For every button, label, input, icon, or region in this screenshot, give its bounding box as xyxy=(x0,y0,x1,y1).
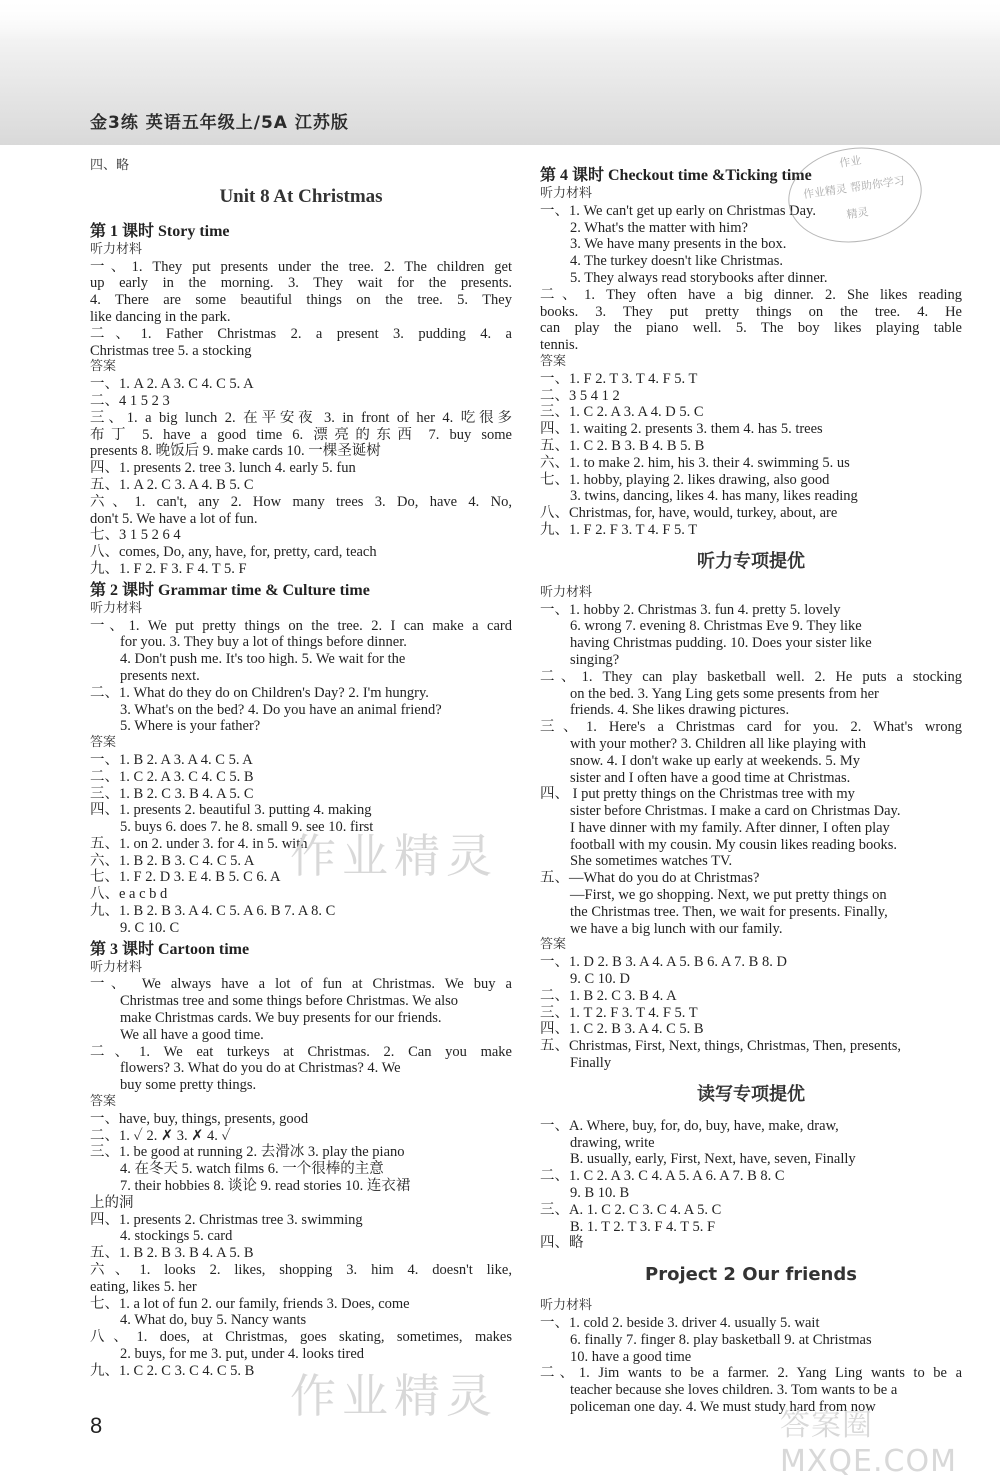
answer-line: 五、—What do you do at Christmas? xyxy=(540,870,760,887)
answer-line: 2. buys, for me 3. put, under 4. looks tired xyxy=(120,1346,365,1362)
answer-line: 一、A. Where, buy, for, do, buy, have, make, draw, xyxy=(540,1117,839,1134)
answer-line: Finally xyxy=(570,1055,612,1072)
answer-line: 6. wrong 7. evening 8. Christmas Eve 9. They like xyxy=(570,618,862,635)
watermark-corner: 答案圈 MXQE.COM xyxy=(780,1408,957,1479)
answer-line: B. usually, early, First, Next, have, seven, Finally xyxy=(570,1151,856,1168)
section-label: 听力材料 xyxy=(540,186,593,201)
answer-line: policeman one day. 4. We must study hard from now xyxy=(570,1399,876,1415)
answer-line: 三、A. 1. C 2. C 3. C 4. A 5. C xyxy=(540,1201,722,1218)
answer-line: 二、1. They can play basketball well. 2. He puts a stocking xyxy=(540,668,962,685)
lesson-title: 第 4 课时 Checkout time &Ticking time xyxy=(540,167,812,184)
lesson-title: 第 2 课时 Grammar time & Culture time xyxy=(90,581,370,599)
answer-line: 二、3 5 4 1 2 xyxy=(540,387,620,404)
answer-line: don't 5. We have a lot of fun. xyxy=(90,510,258,527)
answer-line: 一、1. A 2. A 3. C 4. C 5. A xyxy=(90,376,254,393)
answer-line: 八、comes, Do, any, have, for, pretty, card, teach xyxy=(90,544,377,561)
answer-line: 4. 在冬天 5. watch films 6. 一个很棒的主意 xyxy=(120,1161,384,1178)
answer-line: can play the piano well. 5. The boy likes playing table xyxy=(540,320,962,337)
answer-line: 二、1. We eat turkeys at Christmas. 2. Can you make xyxy=(90,1043,512,1060)
answer-line: 三、1. T 2. F 3. T 4. F 5. T xyxy=(540,1004,698,1021)
answer-line: 九、1. F 2. F 3. T 4. F 5. T xyxy=(540,521,698,538)
answer-line: football with my cousin. My cousin likes reading books. xyxy=(570,836,898,853)
answer-line: 二、1. They often have a big dinner. 2. She likes reading xyxy=(540,286,962,303)
answer-line: 一、1. They put presents under the tree. 2. The children get xyxy=(90,258,512,275)
left-column xyxy=(90,158,512,1380)
answer-line: 四、 I put pretty things on the Christmas tree with my xyxy=(540,786,855,803)
answer-line: presents next. xyxy=(120,667,200,684)
answer-line: 一、1. hobby 2. Christmas 3. fun 4. pretty 5. lovely xyxy=(540,601,841,618)
answer-line: like dancing in the park. xyxy=(90,308,231,325)
answer-line: 九、1. B 2. B 3. A 4. C 5. A 6. B 7. A 8. C xyxy=(90,903,336,920)
answer-line: 四、1. presents 2. tree 3. lunch 4. early 5. fun xyxy=(90,460,356,477)
answer-line: 七、1. F 2. D 3. E 4. B 5. C 6. A xyxy=(90,869,281,886)
section-label: 听力材料 xyxy=(90,959,143,975)
answer-line: 一、have, buy, things, presents, good xyxy=(90,1110,309,1127)
answer-line: 布丁 5. have a good time 6. 漂亮的东西 7. buy some xyxy=(90,426,512,443)
answer-line: 四、1. C 2. B 3. A 4. C 5. B xyxy=(540,1021,704,1038)
answer-line: 5. Where is your father? xyxy=(120,718,261,735)
answer-line: books. 3. They put pretty things on the tree. 4. He xyxy=(540,303,962,320)
answer-line: 七、1. a lot of fun 2. our family, friends 3. Does, come xyxy=(90,1295,410,1312)
answer-line: 一、1. D 2. B 3. A 4. A 5. B 6. A 7. B 8. D xyxy=(540,954,787,971)
answer-line: 三、1. Here's a Christmas card for you. 2. What's wrong xyxy=(540,719,962,736)
answer-line: 一、1. We can't get up early on Christmas Day. xyxy=(540,202,816,219)
answer-line: 三、1. B 2. C 3. B 4. A 5. C xyxy=(90,785,254,802)
answer-line: make Christmas cards. We buy presents for our friends. xyxy=(120,1010,442,1027)
answer-line: 4. Don't push me. It's too high. 5. We wait for the xyxy=(120,651,406,668)
answer-line: 一、1. We put pretty things on the tree. 2. I can make a card xyxy=(90,617,512,634)
section-label: 听力材料 xyxy=(540,584,593,600)
answer-line: 五、1. C 2. B 3. B 4. B 5. B xyxy=(540,437,705,454)
section-label: 答案 xyxy=(90,1094,117,1110)
answer-line: 四、1. presents 2. Christmas tree 3. swimming xyxy=(90,1211,363,1228)
answer-line: —First, we go shopping. Next, we put pretty things on xyxy=(570,887,887,904)
answer-line: up early in the morning. 3. They wait for the presents. xyxy=(90,275,512,292)
answer-line: 九、1. C 2. C 3. C 4. C 5. B xyxy=(90,1362,255,1379)
answer-line: snow. 4. I don't wake up early at weekends. 5. My xyxy=(570,752,860,769)
answer-line: 四、略 xyxy=(540,1235,584,1252)
answer-line: 三、1. be good at running 2. 去滑冰 3. play the piano xyxy=(90,1144,405,1161)
answer-line: 7. their hobbies 8. 谈论 9. read stories 10. 连衣裙 xyxy=(120,1178,411,1195)
answer-line: 5. buys 6. does 7. he 8. small 9. see 10. first xyxy=(120,819,374,836)
answer-line: singing? xyxy=(570,651,620,668)
answer-line: 九、1. F 2. F 3. F 4. T 5. F xyxy=(90,560,247,577)
answer-line: 四、1. waiting 2. presents 3. them 4. has 5. trees xyxy=(540,421,823,438)
answer-line: 五、1. on 2. under 3. for 4. in 5. with xyxy=(90,835,308,852)
answer-line: She sometimes watches TV. xyxy=(570,853,733,870)
answer-line: I have dinner with my family. After dinner, I often play xyxy=(570,819,890,836)
answer-line: B. 1. T 2. T 3. F 4. T 5. F xyxy=(570,1218,716,1235)
section-heading: 读写专项提优 xyxy=(697,1083,805,1105)
answer-line: 9. B 10. B xyxy=(570,1185,630,1202)
answer-line: 5. They always read storybooks after dinner. xyxy=(570,269,828,286)
right-column xyxy=(540,163,962,1416)
page-number: 8 xyxy=(90,1413,103,1438)
answer-line: 二、4 1 5 2 3 xyxy=(90,392,170,409)
answer-line: with your mother? 3. Children all like playing with xyxy=(570,735,866,752)
answer-line: sister before Christmas. I make a card on Christmas Day. xyxy=(570,803,901,820)
answer-line: 五、Christmas, First, Next, things, Christmas, Then, presents, xyxy=(540,1038,902,1055)
answer-line: 二、1. C 2. A 3. C 4. C 5. B xyxy=(90,768,254,785)
answer-line: 六、1. to make 2. him, his 3. their 4. swimming 5. us xyxy=(540,454,850,471)
answer-line: 二、1. Father Christmas 2. a present 3. pudding 4. a xyxy=(90,325,512,342)
answer-line: 3. twins, dancing, likes 4. has many, likes reading xyxy=(570,488,858,505)
answer-line: 七、1. hobby, playing 2. likes drawing, also good xyxy=(540,471,830,488)
answer-line: 二、1. B 2. C 3. B 4. A xyxy=(540,987,677,1004)
answer-line: 六、1. can't, any 2. How many trees 3. Do, have 4. No, xyxy=(90,493,512,510)
answer-line: 10. have a good time xyxy=(570,1348,692,1365)
answer-line: 3. What's on the bed? 4. Do you have an animal friend? xyxy=(120,701,442,718)
answer-line: drawing, write xyxy=(570,1134,655,1151)
answer-line: we have a big lunch with our family. xyxy=(570,920,783,937)
lesson-title: 第 1 课时 Story time xyxy=(90,222,230,240)
answer-line: friends. 4. She likes drawing pictures. xyxy=(570,702,790,719)
answer-line: 八、Christmas, for, have, would, turkey, about, are xyxy=(540,505,838,522)
answer-line: 二、1. ✓ 2. ✗ 3. ✗ 4. ✓ xyxy=(90,1127,231,1144)
section-label: 答案 xyxy=(540,937,567,953)
watermark-bottom: 作业精灵 xyxy=(290,1369,498,1423)
answer-line: 五、1. A 2. C 3. A 4. B 5. C xyxy=(90,476,254,493)
answer-line: 三、1. C 2. A 3. A 4. D 5. C xyxy=(540,404,704,421)
answer-line: 五、1. B 2. B 3. B 4. A 5. B xyxy=(90,1245,254,1262)
unit-heading: Unit 8 At Christmas xyxy=(219,185,383,207)
answer-line: 二、1. Jim wants to be a farmer. 2. Yang Ling wants to be a xyxy=(540,1365,962,1382)
section-label: 听力材料 xyxy=(90,241,143,257)
answer-line: 一、 We always have a lot of fun at Christmas. We buy a xyxy=(90,976,512,993)
answer-line: Christmas tree 5. a stocking xyxy=(90,342,252,359)
answer-line: buy some pretty things. xyxy=(120,1077,257,1094)
section-heading: Project 2 Our friends xyxy=(645,1264,857,1286)
section-label: 听力材料 xyxy=(540,1298,593,1314)
answer-line: 6. finally 7. finger 8. play basketball 9. at Christmas xyxy=(570,1331,872,1348)
answer-line: 二、1. C 2. A 3. C 4. A 5. A 6. A 7. B 8. C xyxy=(540,1168,785,1185)
answer-line: 4. What do, buy 5. Nancy wants xyxy=(120,1312,307,1329)
stamp-text-bottom: 精灵 xyxy=(845,205,870,222)
stamp-text-mid: 作业精灵 帮助你学习 xyxy=(802,174,906,202)
answer-line: 四、1. presents 2. beautiful 3. putting 4. making xyxy=(90,802,372,819)
answer-line: 一、1. F 2. T 3. T 4. F 5. T xyxy=(540,370,698,387)
lesson-title: 第 3 课时 Cartoon time xyxy=(90,940,250,958)
answer-line: 六、1. looks 2. likes, shopping 3. him 4. doesn't like, xyxy=(90,1262,512,1279)
answer-line: 六、1. B 2. B 3. C 4. C 5. A xyxy=(90,852,255,869)
section-label: 答案 xyxy=(90,735,117,751)
answer-line: 一、1. cold 2. beside 3. driver 4. usually 5. wait xyxy=(540,1315,820,1332)
answer-line: 八、1. does, at Christmas, goes skating, sometimes, makes xyxy=(90,1329,512,1346)
answer-line: We all have a good time. xyxy=(120,1026,264,1043)
answer-line: teacher because she loves children. 3. Tom wants to be a xyxy=(570,1382,898,1399)
answer-line: eating, likes 5. her xyxy=(90,1278,197,1295)
answer-line: 八、e a c b d xyxy=(90,886,168,903)
book-title: 金3练 英语五年级上/5A 江苏版 xyxy=(90,113,349,133)
answer-line: 上的洞 xyxy=(90,1194,134,1211)
section-heading: 听力专项提优 xyxy=(697,550,805,572)
answer-line: Christmas tree and some things before Christmas. We also xyxy=(120,993,459,1010)
answer-line: 七、3 1 5 2 6 4 xyxy=(90,527,181,544)
answer-line: 4. The turkey doesn't like Christmas. xyxy=(570,253,783,270)
answer-line: 4. stockings 5. card xyxy=(120,1228,233,1245)
watermark-mid: 作业精灵 xyxy=(290,829,498,883)
section-label: 四、略 xyxy=(90,158,130,173)
answer-line: tennis. xyxy=(540,337,579,354)
answer-line: the Christmas tree. Then, we wait for presents. Finally, xyxy=(570,903,888,920)
answer-line: 二、1. What do they do on Children's Day? 2. I'm hungry. xyxy=(90,684,429,701)
section-label: 听力材料 xyxy=(90,600,143,616)
answer-line: 三、1. a big lunch 2. 在平安夜 3. in front of her 4. 吃很多 xyxy=(90,409,512,426)
answer-line: 2. What's the matter with him? xyxy=(570,219,748,236)
section-label: 答案 xyxy=(540,353,567,369)
stamp-text-top: 作业 xyxy=(838,153,863,170)
answer-line: flowers? 3. What do you do at Christmas? 4. We xyxy=(120,1060,401,1077)
answer-line: 4. There are some beautiful things on the tree. 5. They xyxy=(90,292,512,309)
answer-line: presents 8. 晚饭后 9. make cards 10. 一棵圣诞树 xyxy=(90,443,381,460)
section-label: 答案 xyxy=(90,359,117,375)
answer-line: sister and I often have a good time at Christmas. xyxy=(570,769,851,786)
answer-line: 9. C 10. D xyxy=(570,971,631,988)
answer-line: 3. We have many presents in the box. xyxy=(570,236,787,253)
answer-line: 9. C 10. C xyxy=(120,919,180,936)
answer-line: 一、1. B 2. A 3. A 4. C 5. A xyxy=(90,751,253,768)
answer-line: for you. 3. They buy a lot of things before dinner. xyxy=(120,634,407,651)
answer-line: having Christmas pudding. 10. Does your sister like xyxy=(570,635,872,652)
answer-line: on the bed. 3. Yang Ling gets some presents from her xyxy=(570,685,879,702)
